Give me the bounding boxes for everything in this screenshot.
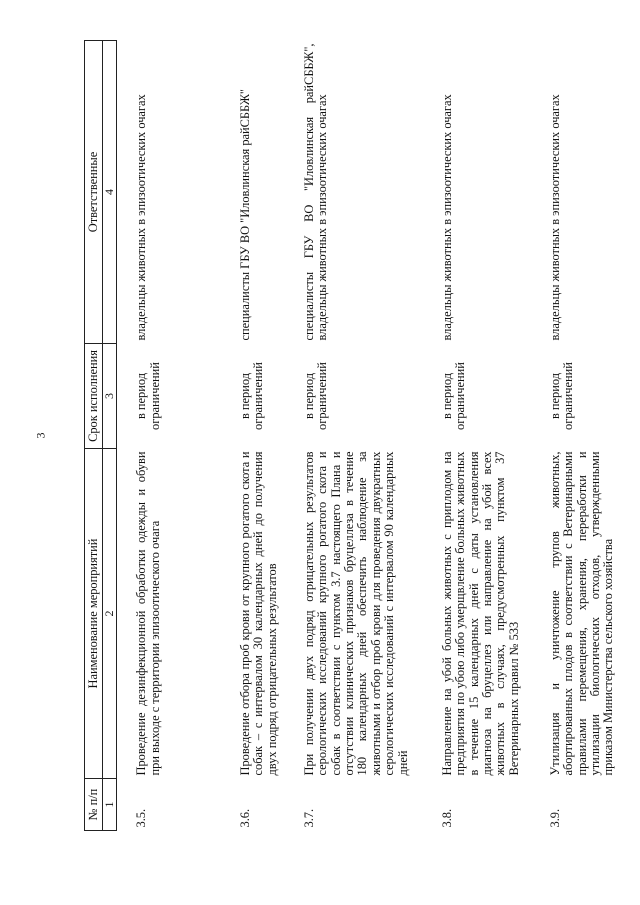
header-resp: Ответственные bbox=[85, 41, 103, 344]
row-resp: владельцы животных в эпизоотических очагах bbox=[547, 94, 562, 341]
row-resp: специалисты ГБУ ВО "Иловлинская райСББЖ" bbox=[237, 89, 252, 341]
row-num: 3.5. bbox=[134, 808, 149, 828]
table-row bbox=[531, 41, 618, 831]
table-row bbox=[117, 41, 221, 831]
row-term: в период ограничений bbox=[301, 362, 330, 430]
row-name: Направление на убой больных животных с приплодом на предприятия по убою либо умерщвление больных животных в течение 15 календарных дней с даты установления диагноза на бруцеллез или направление на убой всех животных в случаях, предусмотренных пунктом 37 Ветеринарных правил № 533 bbox=[439, 451, 521, 776]
header-num: № п/п bbox=[85, 779, 103, 831]
colnum-3: 3 bbox=[103, 344, 117, 449]
row-resp: владельцы животных в эпизоотических очагах bbox=[439, 94, 454, 341]
row-resp: владельцы животных в эпизоотических очагах bbox=[134, 94, 149, 341]
row-name: Утилизация и уничтожение трупов животных, абортированных плодов в соответствии с Ветеринарными правилами перемещения, хранения, переработки и утилизации биологических отходов, утвержденными приказом Министерства сельского хозяйства bbox=[547, 451, 616, 776]
rotated-table-wrapper bbox=[84, 41, 616, 831]
table-row bbox=[221, 41, 285, 831]
row-num: 3.9. bbox=[547, 808, 562, 828]
header-name: Наименование мероприятий bbox=[85, 449, 103, 779]
colnum-4: 4 bbox=[103, 41, 117, 344]
colnum-2: 2 bbox=[103, 449, 117, 779]
row-term: в период ограничений bbox=[237, 362, 266, 430]
row-term: в период ограничений bbox=[439, 362, 468, 430]
row-term: в период ограничений bbox=[134, 362, 162, 430]
row-num: 3.7. bbox=[301, 808, 316, 828]
row-name: Проведение отбора проб крови от крупного рогатого скота и собак – с интервалом 30 календарных дней до получения двух подряд отрицательных результатов bbox=[237, 451, 279, 776]
column-number-row bbox=[103, 41, 117, 831]
row-name: Проведение дезинфекционной обработки одежды и обуви при выходе с территории эпизоотического очага bbox=[134, 451, 162, 776]
table-row bbox=[285, 41, 423, 831]
colnum-1: 1 bbox=[103, 779, 117, 831]
measures-table bbox=[84, 40, 618, 831]
row-num: 3.8. bbox=[439, 808, 454, 828]
page-number: 3 bbox=[33, 432, 48, 439]
row-name: При получении двух подряд отрицательных результатов серологических исследований крупного рогатого скота и собак в соответствии с пунктом 3.7 настоящего Плана и отсутствии клинических признаков бруцеллеза в течение 180 календарных дней обеспечить наблюдение за животными и отбор проб крови для проведения двукратных серологических исследований с интервалом 90 календарных дней bbox=[301, 451, 410, 776]
table-row bbox=[423, 41, 531, 831]
table-header-row bbox=[85, 41, 103, 831]
row-resp: специалисты ГБУ ВО "Иловлинская райСББЖ", владельцы животных в эпизоотических очагах bbox=[301, 43, 330, 341]
row-num: 3.6. bbox=[237, 808, 252, 828]
header-term: Срок исполнения bbox=[85, 344, 103, 449]
row-term: в период ограничений bbox=[547, 362, 576, 430]
